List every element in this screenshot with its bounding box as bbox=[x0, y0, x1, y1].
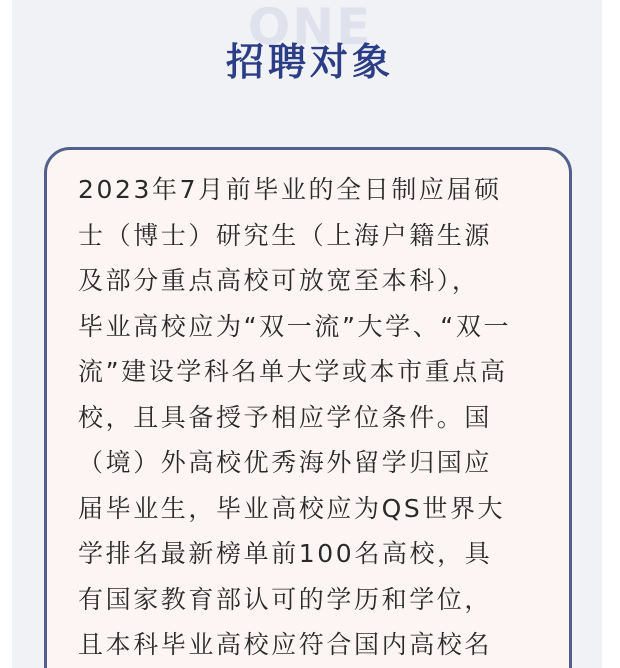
text-line: 毕业高校应为“双一流”大学、“双一 bbox=[78, 311, 512, 341]
text-line: 且本科毕业高校应符合国内高校名 bbox=[78, 630, 493, 659]
section-title: 招聘对象 bbox=[225, 40, 394, 84]
text-line: 及部分重点高校可放宽至本科）， bbox=[78, 266, 480, 295]
text-line: 校，且具备授予相应学位条件。国 bbox=[78, 402, 493, 432]
text-line: 流”建设学科名单大学或本市重点高 bbox=[78, 357, 508, 386]
recruitment-target-text bbox=[78, 167, 548, 668]
text-line: 学排名最新榜单前100名高校，具 bbox=[78, 539, 493, 568]
text-line: 士（博士）研究生（上海户籍生源 bbox=[78, 220, 493, 250]
text-line: 届毕业生，毕业高校应为QS世界大 bbox=[78, 493, 506, 523]
text-line: （境）外高校优秀海外留学归国应 bbox=[78, 448, 493, 477]
text-line: 有国家教育部认可的学历和学位， bbox=[78, 584, 493, 614]
section-number-watermark: ONE bbox=[247, 0, 373, 56]
text-line: 2023年7月前毕业的全日制应届硕 bbox=[78, 175, 502, 204]
